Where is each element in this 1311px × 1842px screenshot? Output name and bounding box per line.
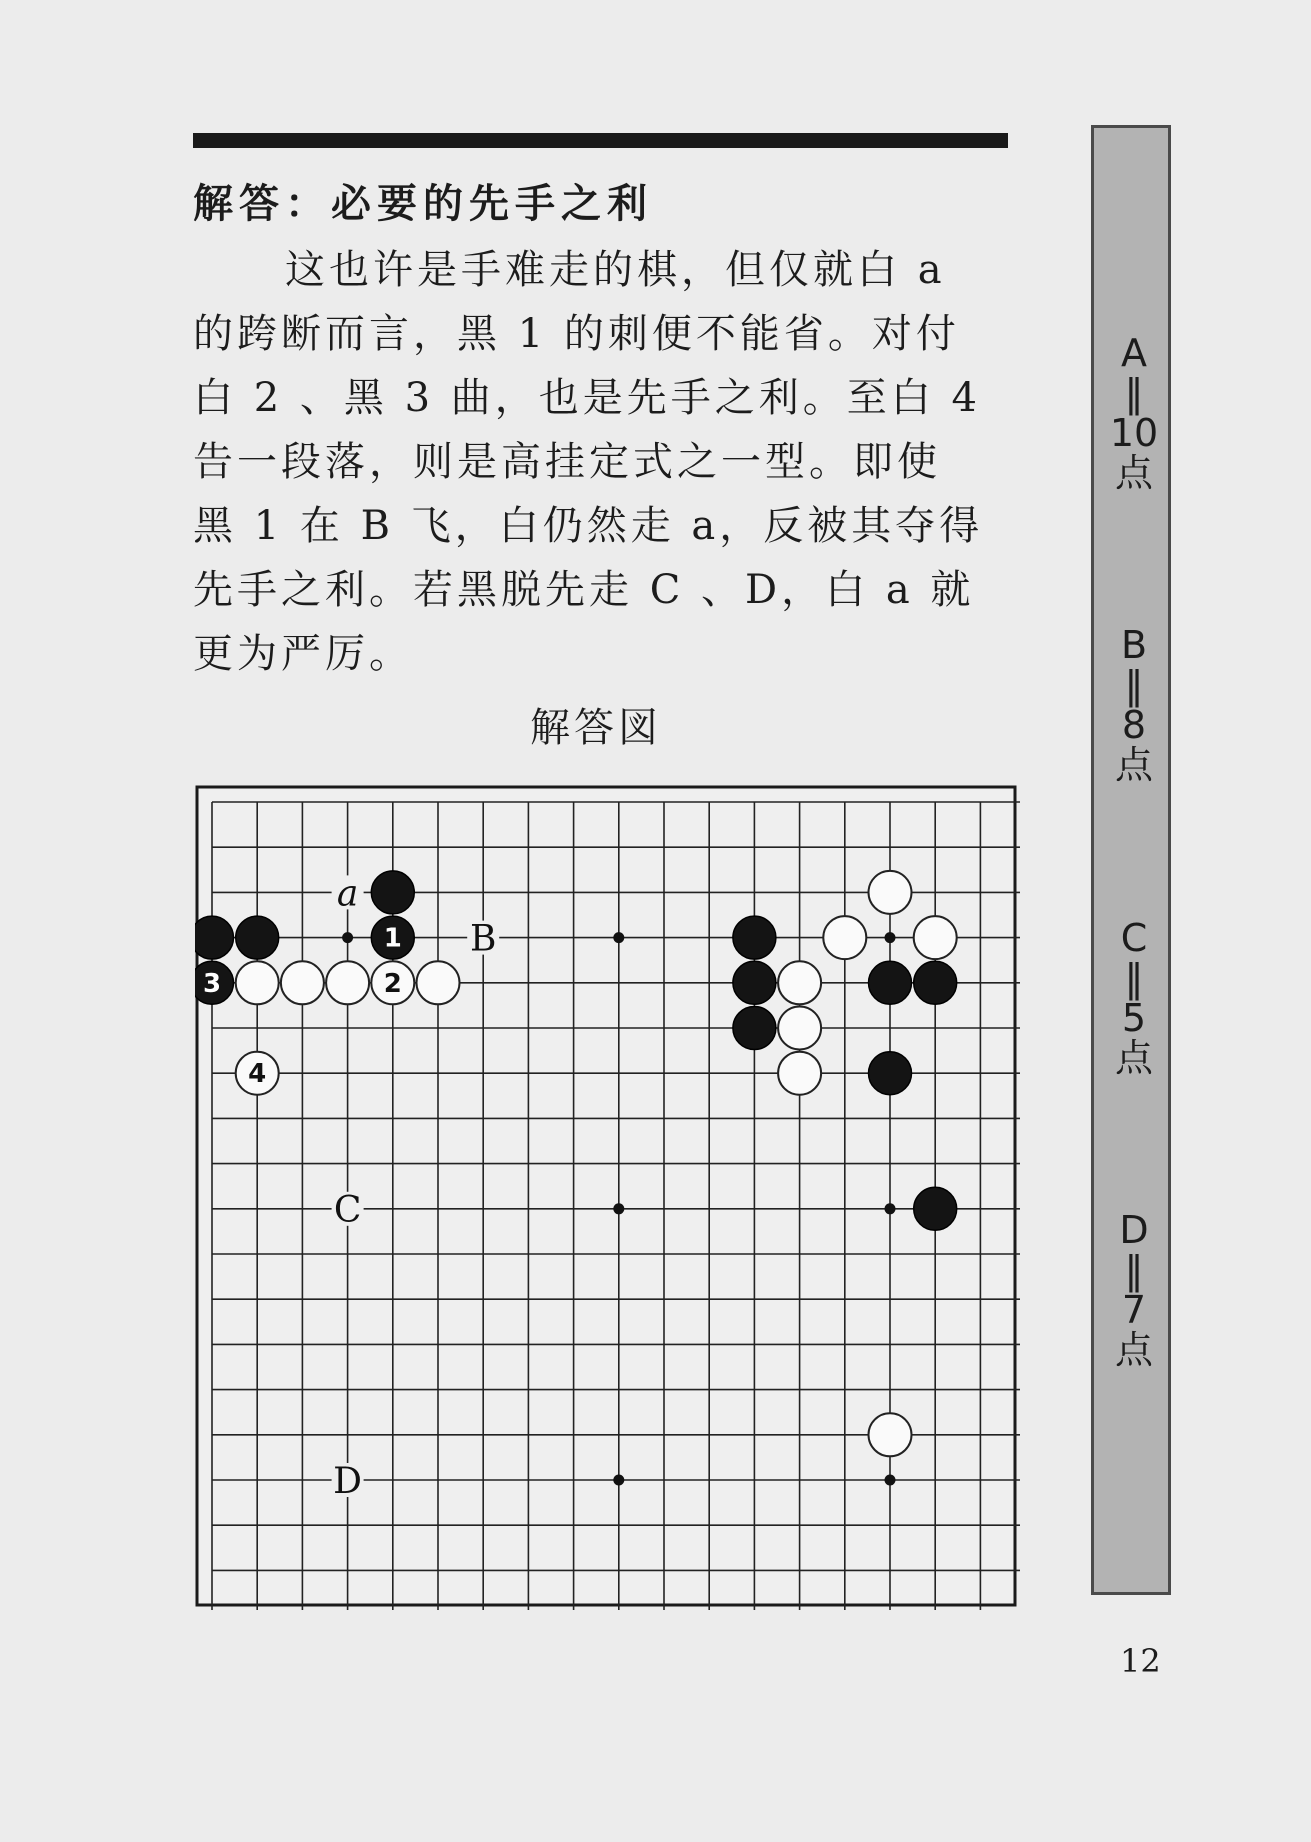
black-stone	[869, 961, 912, 1004]
star-point	[885, 932, 896, 943]
black-stone	[236, 916, 279, 959]
star-point	[342, 932, 353, 943]
white-stone	[281, 961, 324, 1004]
white-stone	[869, 1413, 912, 1456]
black-stone	[914, 961, 957, 1004]
star-point	[613, 1475, 624, 1486]
black-stone	[869, 1052, 912, 1095]
answer-heading: 解答：必要的先手之利	[193, 181, 653, 227]
score-letter: B	[1120, 623, 1148, 667]
score-separator: ‖	[1124, 956, 1144, 1000]
black-stone	[371, 871, 414, 914]
black-stone	[195, 916, 234, 959]
white-stone	[869, 871, 912, 914]
black-stone	[733, 961, 776, 1004]
score-entry-b	[1094, 625, 1174, 785]
score-letter: C	[1120, 916, 1148, 960]
white-stone	[326, 961, 369, 1004]
star-point	[885, 1475, 896, 1486]
score-unit: 点	[1114, 743, 1153, 787]
black-stone-number: 3	[202, 968, 222, 999]
black-stone	[914, 1187, 957, 1230]
star-point	[885, 1203, 896, 1214]
go-board-svg	[195, 785, 1020, 1610]
score-unit: 点	[1114, 1328, 1153, 1372]
answer-body	[193, 238, 983, 686]
white-stone	[778, 961, 821, 1004]
board-letter-B: B	[469, 918, 497, 960]
body-line: 先手之利。若黑脱先走 C 、D，白 a 就	[193, 567, 975, 613]
go-board	[195, 785, 1020, 1610]
white-stone-number: 4	[248, 1059, 267, 1090]
score-sidebar	[1091, 125, 1171, 1595]
white-stone-number: 2	[383, 968, 402, 999]
body-line: 白 2 、黑 3 曲，也是先手之利。至白 4	[193, 375, 981, 421]
body-line: 告一段落，则是高挂定式之一型。即使	[193, 439, 941, 485]
board-letter-a: a	[336, 873, 359, 915]
white-stone	[823, 916, 866, 959]
score-unit: 点	[1114, 1036, 1153, 1080]
black-stone-number: 1	[383, 923, 402, 954]
body-line: 的跨断而言，黑 1 的刺便不能省。对付	[193, 311, 960, 357]
score-points: 5	[1121, 996, 1147, 1040]
score-letter: A	[1121, 331, 1147, 375]
star-point	[613, 1203, 624, 1214]
board-letter-D: D	[333, 1461, 363, 1502]
white-stone	[236, 961, 279, 1004]
black-stone	[733, 916, 776, 959]
star-point	[613, 932, 624, 943]
body-line: 黑 1 在 B 飞，白仍然走 a，反被其夺得	[193, 503, 984, 549]
score-points: 7	[1121, 1288, 1147, 1332]
top-rule	[193, 133, 1008, 148]
score-separator: ‖	[1124, 663, 1144, 707]
white-stone	[914, 916, 957, 959]
white-stone	[417, 961, 460, 1004]
score-entry-c	[1094, 918, 1174, 1078]
score-entry-a	[1094, 333, 1174, 493]
white-stone	[778, 1052, 821, 1095]
body-line: 更为严厉。	[193, 631, 413, 677]
score-points: 10	[1109, 411, 1159, 455]
body-line: 这也许是手难走的棋，但仅就白 a	[285, 247, 946, 293]
score-separator: ‖	[1124, 371, 1144, 415]
score-separator: ‖	[1124, 1248, 1144, 1292]
score-points: 8	[1121, 703, 1147, 747]
board-letter-C: C	[333, 1189, 362, 1231]
page-number: 12	[1120, 1642, 1161, 1680]
diagram-title: 解答図	[530, 705, 662, 751]
score-unit: 点	[1114, 451, 1153, 495]
score-entry-d	[1094, 1210, 1174, 1370]
score-letter: D	[1119, 1208, 1149, 1252]
black-stone	[733, 1007, 776, 1050]
white-stone	[778, 1007, 821, 1050]
